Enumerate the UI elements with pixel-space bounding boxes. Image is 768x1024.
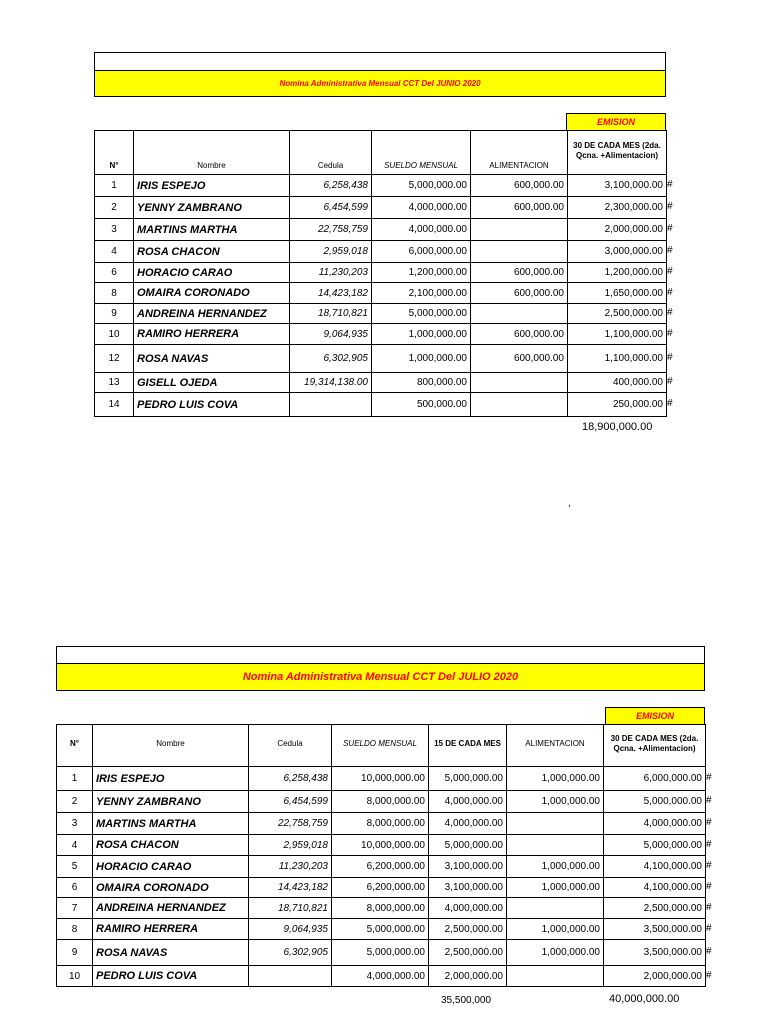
row-number: 13 [95,373,134,393]
quince-value: 4,000,000.00 [429,813,507,835]
alimentacion-value: 600,000.00 [471,283,568,304]
employee-name: GISELL OJEDA [134,373,290,393]
alimentacion-value: 600,000.00 [471,263,568,283]
cedula-value: 6,302,905 [290,345,372,373]
table-row [57,835,706,856]
cedula-value: 2,959,018 [290,241,372,263]
july-top-bar [56,646,705,664]
pago-value: 6,000,000.00 [604,767,706,791]
sueldo-value: 1,000,000.00 [372,345,471,373]
alimentacion-value [471,393,568,417]
july-emision-label: EMISION [605,707,705,725]
pago-value: 1,100,000.00 [568,345,667,373]
col-header-quince: 15 DE CADA MES [429,725,507,767]
table-row [95,175,667,197]
alimentacion-value: 1,000,000.00 [507,919,604,940]
alimentacion-value [471,241,568,263]
employee-name: RAMIRO HERRERA [93,919,249,940]
sueldo-value: 4,000,000.00 [372,197,471,219]
pago-value: 400,000.00 [568,373,667,393]
table-row [57,878,706,898]
row-number: 1 [57,767,93,791]
pago-value: 2,300,000.00 [568,197,667,219]
sueldo-value: 4,000,000.00 [332,966,429,987]
table-row [57,791,706,813]
july-total-quince: 35,500,000 [441,995,492,1006]
overflow-hash-mark: # [706,969,712,981]
row-number: 6 [95,263,134,283]
alimentacion-value: 600,000.00 [471,197,568,219]
sueldo-value: 8,000,000.00 [332,791,429,813]
col-header-n: N° [95,131,134,175]
sueldo-value: 500,000.00 [372,393,471,417]
col-header-nombre: Nombre [134,131,290,175]
cedula-value: 19,314,138.00 [290,373,372,393]
employee-name: ROSA NAVAS [134,345,290,373]
overflow-hash-mark: # [706,881,712,892]
sueldo-value: 8,000,000.00 [332,898,429,919]
pago-value: 3,100,000.00 [568,175,667,197]
quince-value: 5,000,000.00 [429,767,507,791]
table-row [95,304,667,324]
june-top-bar [94,52,666,71]
overflow-hash-mark: # [667,352,673,363]
cedula-value [249,966,332,987]
col-header-alimentacion: ALIMENTACION [507,725,604,767]
cedula-value: 14,423,182 [249,878,332,898]
row-number: 7 [57,898,93,919]
overflow-hash-mark: # [667,223,673,234]
alimentacion-value: 1,000,000.00 [507,940,604,966]
row-number: 9 [57,940,93,966]
table-row [57,813,706,835]
overflow-hash-mark: # [667,398,673,409]
cedula-value: 14,423,182 [290,283,372,304]
overflow-hash-mark: # [706,772,712,783]
pago-value: 5,000,000.00 [604,791,706,813]
row-number: 9 [95,304,134,324]
pago-value: 3,500,000.00 [604,940,706,966]
cedula-value: 6,302,905 [249,940,332,966]
employee-name: IRIS ESPEJO [93,767,249,791]
alimentacion-value [471,373,568,393]
table-row [95,197,667,219]
overflow-hash-mark: # [667,179,673,190]
row-number: 10 [57,966,93,987]
table-row [95,393,667,417]
overflow-hash-mark: # [706,838,712,850]
cedula-value: 2,959,018 [249,835,332,856]
cedula-value [290,393,372,417]
quince-value: 5,000,000.00 [429,835,507,856]
alimentacion-value: 600,000.00 [471,175,568,197]
employee-name: HORACIO CARAO [93,856,249,878]
col-header-pago: 30 DE CADA MES (2da. Qcna. +Alimentacion) [604,725,706,767]
cedula-value: 6,454,599 [290,197,372,219]
quince-value: 2,500,000.00 [429,919,507,940]
employee-name: ROSA CHACON [93,835,249,856]
row-number: 10 [95,324,134,345]
employee-name: OMAIRA CORONADO [93,878,249,898]
employee-name: OMAIRA CORONADO [134,283,290,304]
row-number: 4 [95,241,134,263]
row-number: 4 [57,835,93,856]
quince-value: 4,000,000.00 [429,898,507,919]
employee-name: PEDRO LUIS COVA [134,393,290,417]
table-row [95,345,667,373]
col-header-alimentacion: ALIMENTACION [471,131,568,175]
cedula-value: 6,454,599 [249,791,332,813]
pago-value: 1,100,000.00 [568,324,667,345]
overflow-hash-mark: # [706,795,712,806]
sueldo-value: 6,200,000.00 [332,878,429,898]
table-row [95,241,667,263]
alimentacion-value: 600,000.00 [471,324,568,345]
table-row [95,283,667,304]
employee-name: ANDREINA HERNANDEZ [93,898,249,919]
overflow-hash-mark: # [667,201,673,212]
row-number: 1 [95,175,134,197]
alimentacion-value: 600,000.00 [471,345,568,373]
july-total: 40,000,000.00 [609,993,680,1005]
pago-value: 2,500,000.00 [604,898,706,919]
sueldo-value: 10,000,000.00 [332,767,429,791]
sueldo-value: 5,000,000.00 [372,304,471,324]
table-row [57,940,706,966]
june-emision-label: EMISION [566,113,666,131]
table-row [57,966,706,987]
overflow-hash-mark: # [667,307,673,318]
cedula-value: 18,710,821 [290,304,372,324]
overflow-hash-mark: # [706,860,712,871]
alimentacion-value: 1,000,000.00 [507,878,604,898]
overflow-hash-mark: # [667,327,673,339]
pago-value: 1,650,000.00 [568,283,667,304]
overflow-hash-mark: # [667,376,673,387]
overflow-hash-mark: # [667,266,673,277]
sueldo-value: 6,200,000.00 [332,856,429,878]
table-row [95,219,667,241]
row-number: 5 [57,856,93,878]
overflow-hash-mark: # [706,922,712,934]
sueldo-value: 6,000,000.00 [372,241,471,263]
col-header-n: N° [57,725,93,767]
alimentacion-value: 1,000,000.00 [507,791,604,813]
pago-value: 250,000.00 [568,393,667,417]
row-number: 8 [57,919,93,940]
col-header-nombre: Nombre [93,725,249,767]
employee-name: ROSA CHACON [134,241,290,263]
pago-value: 2,000,000.00 [568,219,667,241]
table-row [57,767,706,791]
row-number: 2 [95,197,134,219]
overflow-hash-mark: # [706,946,712,957]
row-number: 3 [57,813,93,835]
col-header-cedula: Cedula [290,131,372,175]
pago-value: 2,500,000.00 [568,304,667,324]
stray-comma: , [568,498,571,509]
sueldo-value: 10,000,000.00 [332,835,429,856]
employee-name: YENNY ZAMBRANO [134,197,290,219]
employee-name: YENNY ZAMBRANO [93,791,249,813]
alimentacion-value [507,898,604,919]
employee-name: PEDRO LUIS COVA [93,966,249,987]
alimentacion-value [507,813,604,835]
quince-value: 3,100,000.00 [429,878,507,898]
pago-value: 4,000,000.00 [604,813,706,835]
alimentacion-value: 1,000,000.00 [507,856,604,878]
cedula-value: 18,710,821 [249,898,332,919]
cedula-value: 6,258,438 [249,767,332,791]
pago-value: 1,200,000.00 [568,263,667,283]
employee-name: ANDREINA HERNANDEZ [134,304,290,324]
june-title: Nomina Administrativa Mensual CCT Del JUNIO 2020 [94,70,666,97]
alimentacion-value [507,835,604,856]
quince-value: 4,000,000.00 [429,791,507,813]
overflow-hash-mark: # [706,901,712,913]
alimentacion-value [471,304,568,324]
sueldo-value: 800,000.00 [372,373,471,393]
sueldo-value: 4,000,000.00 [372,219,471,241]
row-number: 14 [95,393,134,417]
row-number: 2 [57,791,93,813]
col-header-cedula: Cedula [249,725,332,767]
sueldo-value: 1,200,000.00 [372,263,471,283]
overflow-hash-mark: # [667,286,673,298]
quince-value: 3,100,000.00 [429,856,507,878]
table-row [95,263,667,283]
sueldo-value: 5,000,000.00 [332,919,429,940]
pago-value: 3,000,000.00 [568,241,667,263]
pago-value: 2,000,000.00 [604,966,706,987]
table-row [95,373,667,393]
col-header-sueldo: SUELDO MENSUAL [372,131,471,175]
cedula-value: 6,258,438 [290,175,372,197]
employee-name: ROSA NAVAS [93,940,249,966]
quince-value: 2,500,000.00 [429,940,507,966]
alimentacion-value [471,219,568,241]
employee-name: HORACIO CARAO [134,263,290,283]
table-row [57,856,706,878]
pago-value: 4,100,000.00 [604,878,706,898]
table-row [57,919,706,940]
row-number: 8 [95,283,134,304]
quince-value: 2,000,000.00 [429,966,507,987]
alimentacion-value [507,966,604,987]
cedula-value: 22,758,759 [290,219,372,241]
sueldo-value: 5,000,000.00 [372,175,471,197]
cedula-value: 11,230,203 [249,856,332,878]
cedula-value: 9,064,935 [290,324,372,345]
row-number: 3 [95,219,134,241]
sueldo-value: 2,100,000.00 [372,283,471,304]
table-row [95,324,667,345]
cedula-value: 11,230,203 [290,263,372,283]
row-number: 12 [95,345,134,373]
col-header-sueldo: SUELDO MENSUAL [332,725,429,767]
cedula-value: 22,758,759 [249,813,332,835]
overflow-hash-mark: # [706,817,712,828]
alimentacion-value: 1,000,000.00 [507,767,604,791]
overflow-hash-mark: # [667,245,673,256]
sueldo-value: 1,000,000.00 [372,324,471,345]
table-row [57,898,706,919]
july-title: Nomina Administrativa Mensual CCT Del JULIO 2020 [56,663,705,691]
col-header-pago: 30 DE CADA MES (2da. Qcna. +Alimentacion) [568,131,667,175]
pago-value: 3,500,000.00 [604,919,706,940]
june-total: 18,900,000.00 [582,421,653,433]
employee-name: MARTINS MARTHA [134,219,290,241]
cedula-value: 9,064,935 [249,919,332,940]
employee-name: RAMIRO HERRERA [134,324,290,345]
pago-value: 4,100,000.00 [604,856,706,878]
pago-value: 5,000,000.00 [604,835,706,856]
sueldo-value: 5,000,000.00 [332,940,429,966]
employee-name: IRIS ESPEJO [134,175,290,197]
employee-name: MARTINS MARTHA [93,813,249,835]
row-number: 6 [57,878,93,898]
july-payroll-table [56,724,706,987]
june-payroll-table [94,130,667,417]
sueldo-value: 8,000,000.00 [332,813,429,835]
